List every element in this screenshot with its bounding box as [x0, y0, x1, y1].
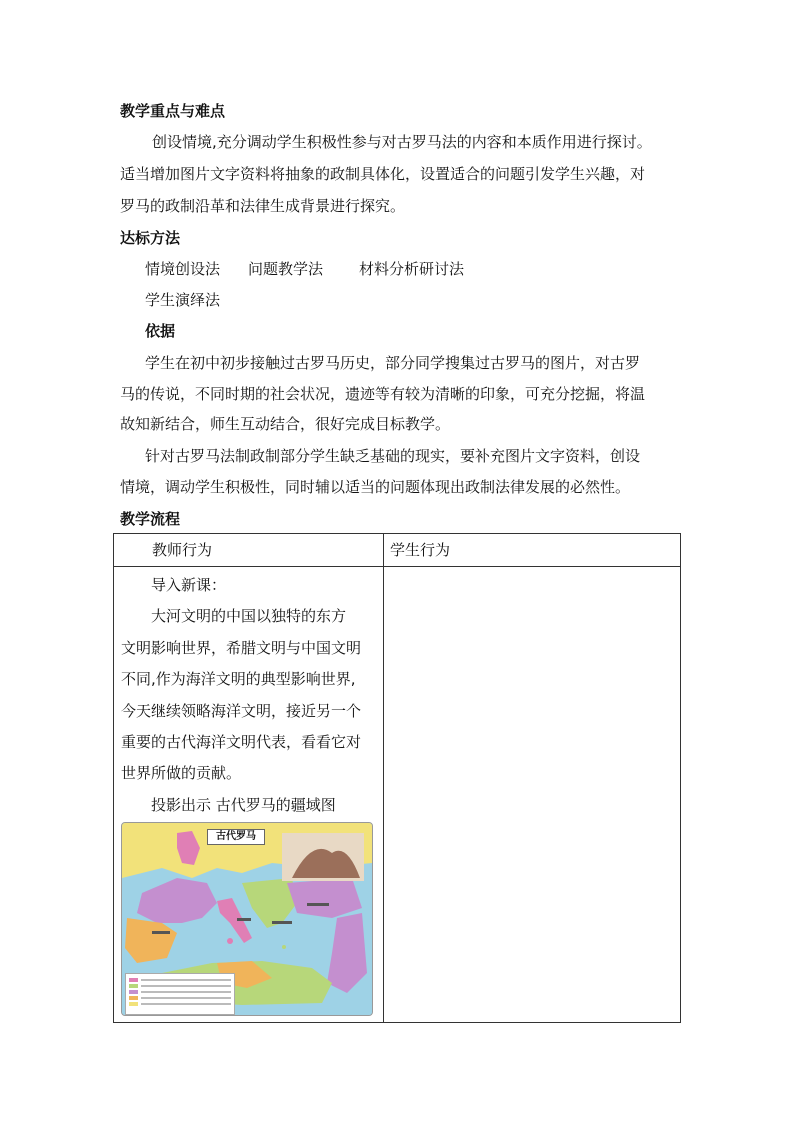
teacher-line: 不同,作为海洋文明的典型影响世界, — [121, 670, 356, 689]
teacher-line: 重要的古代海洋文明代表，看看它对 — [121, 733, 362, 752]
column-divider — [383, 534, 384, 1022]
method-3: 材料分析研讨法 — [359, 260, 465, 278]
para2-line2: 马的传说，不同时期的社会状况，遗迹等有较为清晰的印象，可充分挖掘，将温 — [120, 385, 646, 403]
ancient-rome-map — [121, 822, 373, 1016]
legend-row — [129, 996, 234, 1001]
teacher-line: 文明影响世界，希腊文明与中国文明 — [121, 638, 362, 657]
method-1: 情境创设法 — [145, 260, 221, 278]
method-4: 学生演绎法 — [145, 291, 221, 309]
teacher-line: 大河文明的中国以独特的东方 — [151, 607, 347, 626]
heading-teaching-flow: 教学流程 — [120, 510, 181, 528]
legend-row — [129, 990, 234, 995]
col-header-student: 学生行为 — [390, 541, 451, 559]
map-legend — [125, 973, 235, 1015]
teaching-flow-table — [113, 533, 681, 1023]
para2-line1: 学生在初中初步接触过古罗马历史，部分同学搜集过古罗马的图片，对古罗 — [145, 354, 641, 372]
para1-line3: 罗马的政制沿革和法律生成背景进行探究。 — [120, 197, 406, 215]
heading-key-points: 教学重点与难点 — [120, 102, 226, 120]
legend-row — [129, 984, 234, 989]
teacher-line: 投影出示 古代罗马的疆域图 — [151, 795, 336, 814]
para1-line1: 创设情境,充分调动学生积极性参与对古罗马法的内容和本质作用进行探讨。 — [152, 133, 652, 151]
para1-line2: 适当增加图片文字资料将抽象的政制具体化，设置适合的问题引发学生兴趣，对 — [120, 165, 646, 183]
teacher-line: 导入新课： — [151, 576, 227, 594]
col-header-teacher: 教师行为 — [152, 541, 213, 559]
legend-row — [129, 978, 234, 983]
para2-line3: 故知新结合，师生互动结合，很好完成目标教学。 — [120, 415, 451, 433]
map-title: 古代罗马 — [207, 829, 265, 845]
teacher-line: 今天继续领略海洋文明，接近另一个 — [121, 701, 362, 720]
header-divider — [114, 566, 680, 567]
heading-methods: 达标方法 — [120, 229, 181, 247]
method-2: 问题教学法 — [248, 260, 324, 278]
legend-row — [129, 1002, 234, 1007]
teacher-line: 世界所做的贡献。 — [121, 764, 242, 783]
para3-line1: 针对古罗马法制政制部分学生缺乏基础的现实，要补充图片文字资料，创设 — [145, 447, 641, 465]
teacher-cell — [121, 570, 377, 821]
para3-line2: 情境，调动学生积极性，同时辅以适当的问题体现出政制法律发展的必然性。 — [120, 478, 631, 496]
heading-basis: 依据 — [145, 322, 176, 340]
